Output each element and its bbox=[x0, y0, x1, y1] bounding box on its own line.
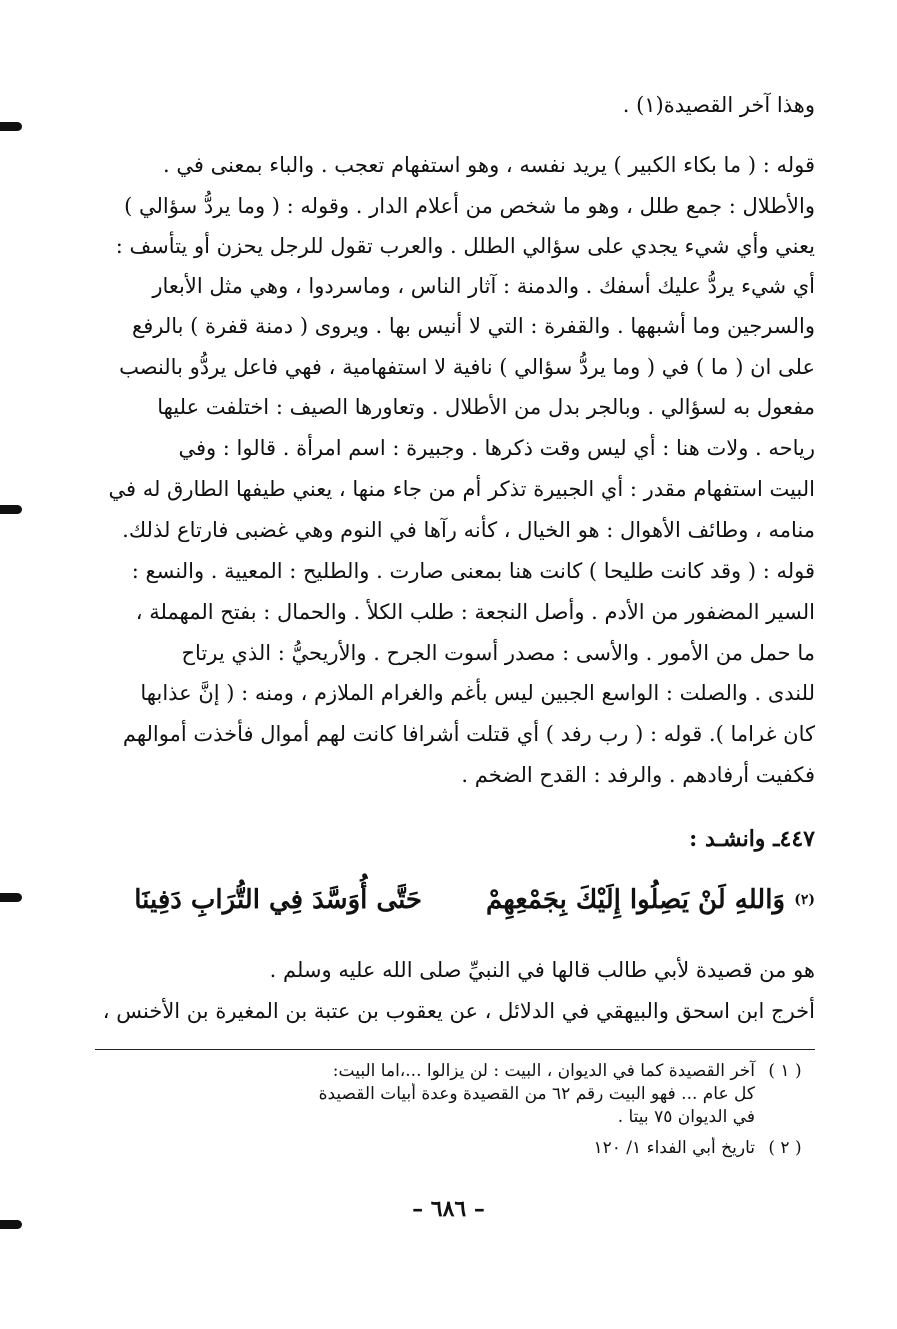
commentary-line: قوله : ( ما بكاء الكبير ) يريد نفسه ، وهو استفهام تعجب . والباء بمعنى في . bbox=[163, 153, 815, 177]
footnote-text: تاريخ أبي الفداء ١/ ١٢٠ bbox=[593, 1138, 755, 1158]
footnote-number: ( ٢ ) bbox=[768, 1138, 802, 1158]
verse-first-hemistich-text: وَاللهِ لَنْ يَصِلُوا إِلَيْكَ بِجَمْعِهِمْ bbox=[486, 885, 785, 915]
footnote-text: آخر القصيدة كما في الديوان ، البيت : لن يزالوا ...،اما البيت: bbox=[332, 1061, 755, 1081]
commentary-line: السير المضفور من الأدم . وأصل النجعة : طلب الكلأ . والحمال : بفتح المهملة ، bbox=[135, 600, 815, 624]
footnote-line bbox=[90, 1060, 815, 1084]
footnote-line bbox=[90, 1106, 815, 1130]
commentary-line: رياحه . ولات هنا : أي ليس وقت ذكرها . وجبيرة : اسم امرأة . قالوا : وفي bbox=[178, 436, 815, 460]
commentary-line: يعني وأي شيء يجدي على سؤالي الطلل . والعرب تقول للرجل يحزن أو يتأسف : bbox=[115, 234, 815, 258]
binding-mark bbox=[0, 893, 22, 902]
commentary-line: كان غراما ). قوله : ( رب رفد ) أي قتلت أشرافا كانت لهم أموال فأخذت أموالهم bbox=[122, 722, 815, 746]
commentary-line: قوله : ( وقد كانت طليحا ) كانت هنا بمعنى صارت . والطليح : المعيية . والنسع : bbox=[131, 559, 815, 583]
after-verse-line: هو من قصيدة لأبي طالب قالها في النبيِّ صلى الله عليه وسلم . bbox=[269, 958, 815, 982]
commentary-line: للندى . والصلت : الواسع الجبين ليس بأغم والغرام الملازم ، ومنه : ( إنَّ عذابها bbox=[140, 681, 815, 705]
commentary-line: ما حمل من الأمور . والأسى : مصدر أسوت الجرح . والأريحيُّ : الذي يرتاح bbox=[181, 641, 815, 665]
footnote-line bbox=[90, 1083, 815, 1107]
binding-mark bbox=[0, 505, 22, 514]
commentary-line: البيت استفهام مقدر : أي الجبيرة تذكر أم من جاء منها ، يعني طيفها الطارق له في bbox=[108, 477, 815, 501]
footnote-divider bbox=[95, 1049, 815, 1050]
commentary-line: فكفيت أرفادهم . والرفد : القدح الضخم . bbox=[461, 763, 815, 787]
commentary-line: منامه ، وطائف الأهوال : هو الخيال ، كأنه رآها في النوم وهي غضبى فارتاع لذلك. bbox=[122, 518, 815, 542]
commentary-line: على ان ( ما ) في ( وما يردُّ سؤالي ) نافية لا استفهامية ، فهي فاعل يردُّو بالنصب bbox=[119, 355, 815, 379]
commentary-line: مفعول به لسؤالي . وبالجر بدل من الأطلال . وتعاورها الصيف : اختلفت عليها bbox=[157, 395, 815, 419]
page-number: – ٦٨٦ – bbox=[412, 1196, 485, 1222]
section-heading: ٤٤٧ـ وانشـد : bbox=[689, 826, 815, 852]
top-line: وهذا آخر القصيدة(١) . bbox=[622, 93, 815, 117]
footnote-text: كل عام ... فهو البيت رقم ٦٢ من القصيدة وعدة أبيات القصيدة bbox=[318, 1084, 755, 1104]
commentary-line: والأطلال : جمع طلل ، وهو ما شخص من أعلام الدار . وقوله : ( وما يردُّ سؤالي ) bbox=[124, 194, 815, 218]
after-verse-line: أخرج ابن اسحق والبيهقي في الدلائل ، عن يعقوب بن عتبة بن المغيرة بن الأخنس ، bbox=[102, 999, 815, 1023]
verse-note-marker: (٢) bbox=[794, 892, 815, 908]
footnote-line bbox=[90, 1137, 815, 1161]
commentary-line: والسرجين وما أشبهها . والقفرة : التي لا أنيس بها . ويروى ( دمنة قفرة ) بالرفع bbox=[132, 314, 815, 338]
footnote-text: في الديوان ٧٥ بيتا . bbox=[617, 1107, 755, 1127]
commentary-line: أي شيء يردُّ عليك أسفك . والدمنة : آثار الناس ، وماسردوا ، وهي مثل الأبعار bbox=[152, 274, 815, 298]
binding-mark bbox=[0, 122, 22, 131]
verse-second-hemistich: حَتَّى أُوَسَّدَ فِي التُّرَابِ دَفِينَا bbox=[134, 885, 422, 915]
footnote-number: ( ١ ) bbox=[768, 1061, 802, 1081]
